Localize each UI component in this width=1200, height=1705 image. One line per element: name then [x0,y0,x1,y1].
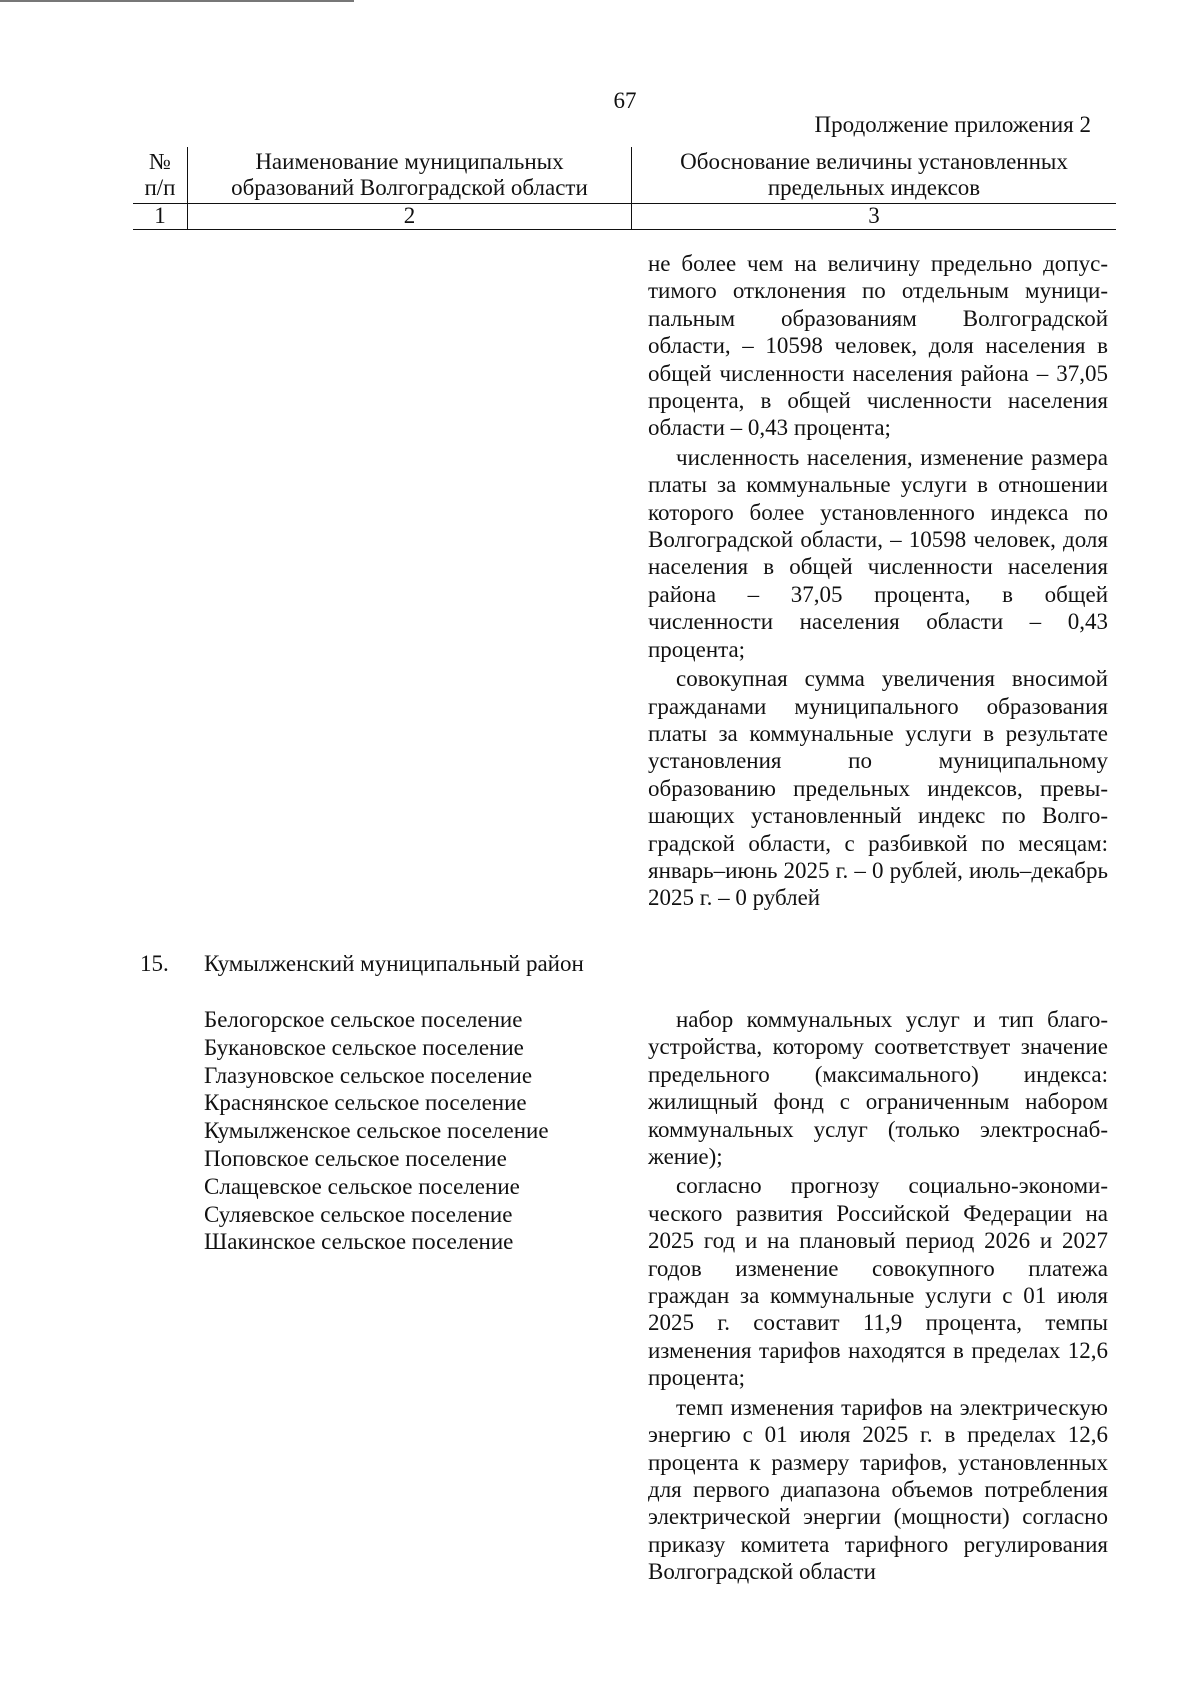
list-item: Шакинское сельское поселение [204,1229,514,1255]
justification-paragraph: темп изменения тарифов на электрическую энергию с 01 июля 2025 г. в пределах 12,6 процента к размеру тарифов, установленных для первого диапазона объемов потребления электрической энергии (мощности) согласно приказу комитета тарифного регулирования Волгоградской области [648,1394,1108,1585]
justification-paragraph: совокупная сумма увеличения вносимой гражданами муниципального образования платы за коммунальные услуги в результате установления по муниципальному образованию предельных индексов, превышающих установленный индекс по Волгоградской области, с разбивкой по месяцам: январь–июнь 2025 г. – 0 рублей, июль–декабрь 2025 г. – 0 рублей [648,666,1108,911]
table-header [133,147,1116,230]
settlement-list [204,1006,549,1256]
justification-paragraph: согласно прогнозу социально-экономического развития Российской Федерации на 2025 год и на плановый период 2026 и 2027 годов изменение совокупного платежа граждан за коммунальные услуги с 01 июля 2025 г. составит 11,9 процента, темпы изменения тарифов находятся в пределах 12,6 процента; [648,1173,1108,1391]
header-col-number-line2: п/п [144,175,176,200]
district-name: Кумылженский муниципальный район [204,951,584,976]
list-item: Букановское сельское поселение [204,1034,524,1060]
list-item: Слащевское сельское поселение [204,1173,520,1199]
previous-row-justification [648,250,1108,914]
justification-paragraph: численность населения, изменение размера платы за коммунальные услуги в отношении которого более установленного индекса по Волгоградской области, – 10598 человек, доля населения в общей численности населения района – 37,05 процента, в общей численности населения области – 0,43 процента; [648,444,1108,662]
justification-paragraph: набор коммунальных услуг и тип благоустройства, которому соответствует значение предельного (максимального) индекса: жилищный фонд с ограниченным набором коммунальных услуг (только электроснабжение); [648,1007,1108,1170]
header-col-number [133,147,187,204]
header-col-justification [632,147,1116,204]
column-number-1: 1 [133,204,187,230]
row15-justification [648,1006,1108,1588]
header-col-name-line2: образований Волгоградской области [231,175,588,200]
column-number-2: 2 [187,204,631,230]
header-col-name-line1: Наименование муниципальных [255,149,564,174]
list-item: Поповское сельское поселение [204,1145,507,1171]
header-col-justification-line1: Обоснование величины установленных [680,149,1068,174]
header-col-justification-line2: предельных индексов [767,175,981,200]
justification-paragraph: не более чем на величину предельно допустимого отклонения по отдельным муниципальным образованиям Волгоградской области, – 10598 человек, доля населения в общей численности населения района – 37,05 процента, в общей численности населения области – 0,43 процента; [648,251,1108,441]
header-col-number-line1: № [148,149,171,174]
continuation-label: Продолжение приложения 2 [814,112,1091,137]
list-item: Суляевское сельское поселение [204,1201,513,1227]
column-number-3: 3 [632,204,1116,230]
header-col-name [187,147,631,204]
column-numbers-row [133,204,1116,230]
list-item: Кумылженское сельское поселение [204,1118,549,1144]
page-number: 67 [613,88,637,113]
list-item: Глазуновское сельское поселение [204,1062,533,1088]
list-item: Краснянское сельское поселение [204,1090,527,1116]
scan-edge-line [0,0,354,2]
list-item: Белогорское сельское поселение [204,1007,523,1032]
header-row [133,147,1116,204]
row-number: 15. [140,951,169,976]
